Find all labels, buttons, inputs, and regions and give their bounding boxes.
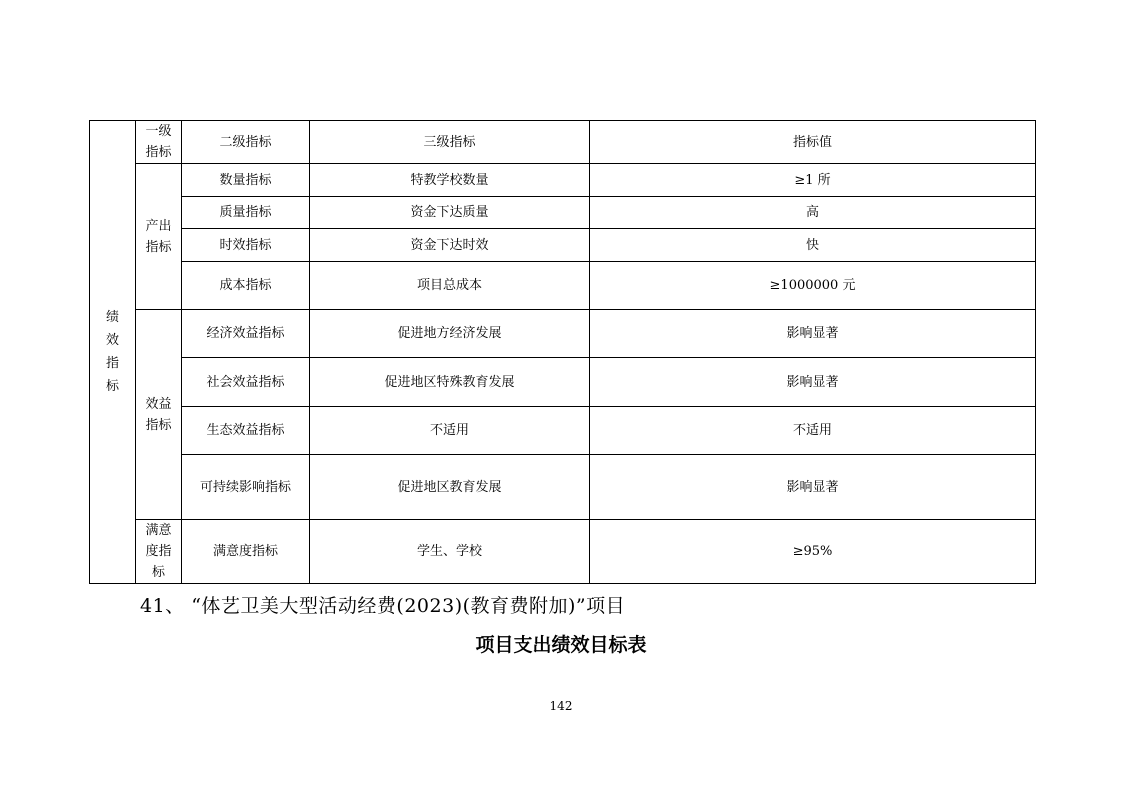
level3-cell: 促进地方经济发展 — [310, 310, 590, 358]
group-satisfaction-line: 满意 — [145, 523, 172, 538]
level3-cell: 促进地区教育发展 — [310, 455, 590, 520]
level3-cell: 资金下达质量 — [310, 197, 590, 229]
outer-label-char: 指 — [105, 356, 119, 371]
level2-cell: 生态效益指标 — [182, 407, 310, 455]
group-output-line: 指标 — [145, 239, 172, 255]
project-heading: 41、 “体艺卫美大型活动经费(2023)(教育费附加)”项目 — [140, 595, 626, 617]
value-cell: 影响显著 — [590, 310, 1036, 358]
header-level2: 二级指标 — [182, 121, 310, 164]
performance-indicator-table — [89, 120, 1036, 584]
table-header-row — [90, 121, 1036, 164]
group-satisfaction-line: 标 — [151, 565, 165, 580]
header-level1-line: 一级 — [145, 124, 172, 139]
table-title: 项目支出绩效目标表 — [475, 634, 647, 656]
table-row — [90, 455, 1036, 520]
table-row — [90, 310, 1036, 358]
outer-label-char: 标 — [105, 379, 119, 394]
page-number: 142 — [549, 699, 573, 713]
level3-cell: 资金下达时效 — [310, 229, 590, 262]
outer-label-char: 绩 — [105, 310, 119, 325]
value-cell: ≥1 所 — [590, 164, 1036, 197]
header-value: 指标值 — [590, 121, 1036, 164]
value-cell: 影响显著 — [590, 455, 1036, 520]
table-row — [90, 262, 1036, 310]
level2-cell: 经济效益指标 — [182, 310, 310, 358]
table-row — [90, 358, 1036, 407]
level2-cell: 可持续影响指标 — [182, 455, 310, 520]
header-level3: 三级指标 — [310, 121, 590, 164]
outer-label — [92, 306, 133, 398]
value-cell: 快 — [590, 229, 1036, 262]
level2-cell: 满意度指标 — [182, 520, 310, 584]
group-benefit-line: 效益 — [145, 396, 172, 412]
header-level1-line: 指标 — [145, 145, 172, 160]
group-output-line: 产出 — [145, 218, 172, 234]
table-row — [90, 520, 1036, 584]
level2-cell: 质量指标 — [182, 197, 310, 229]
level3-cell: 不适用 — [310, 407, 590, 455]
value-cell: 高 — [590, 197, 1036, 229]
value-cell: 不适用 — [590, 407, 1036, 455]
level3-cell: 项目总成本 — [310, 262, 590, 310]
table-row — [90, 229, 1036, 262]
group-satisfaction-cell — [136, 520, 182, 584]
value-cell: ≥1000000 元 — [590, 262, 1036, 310]
outer-label-cell — [90, 121, 136, 584]
outer-label-char: 效 — [105, 333, 119, 348]
value-cell: ≥95% — [590, 520, 1036, 584]
header-level1-cell — [136, 121, 182, 164]
table-row — [90, 164, 1036, 197]
level3-cell: 特教学校数量 — [310, 164, 590, 197]
table-row — [90, 197, 1036, 229]
level2-cell: 数量指标 — [182, 164, 310, 197]
level2-cell: 时效指标 — [182, 229, 310, 262]
level3-cell: 学生、学校 — [310, 520, 590, 584]
table-row — [90, 407, 1036, 455]
group-benefit-cell — [136, 310, 182, 520]
group-satisfaction-line: 度指 — [145, 544, 172, 559]
group-benefit-line: 指标 — [145, 417, 172, 433]
group-output-cell — [136, 164, 182, 310]
level2-cell: 成本指标 — [182, 262, 310, 310]
level3-cell: 促进地区特殊教育发展 — [310, 358, 590, 407]
value-cell: 影响显著 — [590, 358, 1036, 407]
level2-cell: 社会效益指标 — [182, 358, 310, 407]
